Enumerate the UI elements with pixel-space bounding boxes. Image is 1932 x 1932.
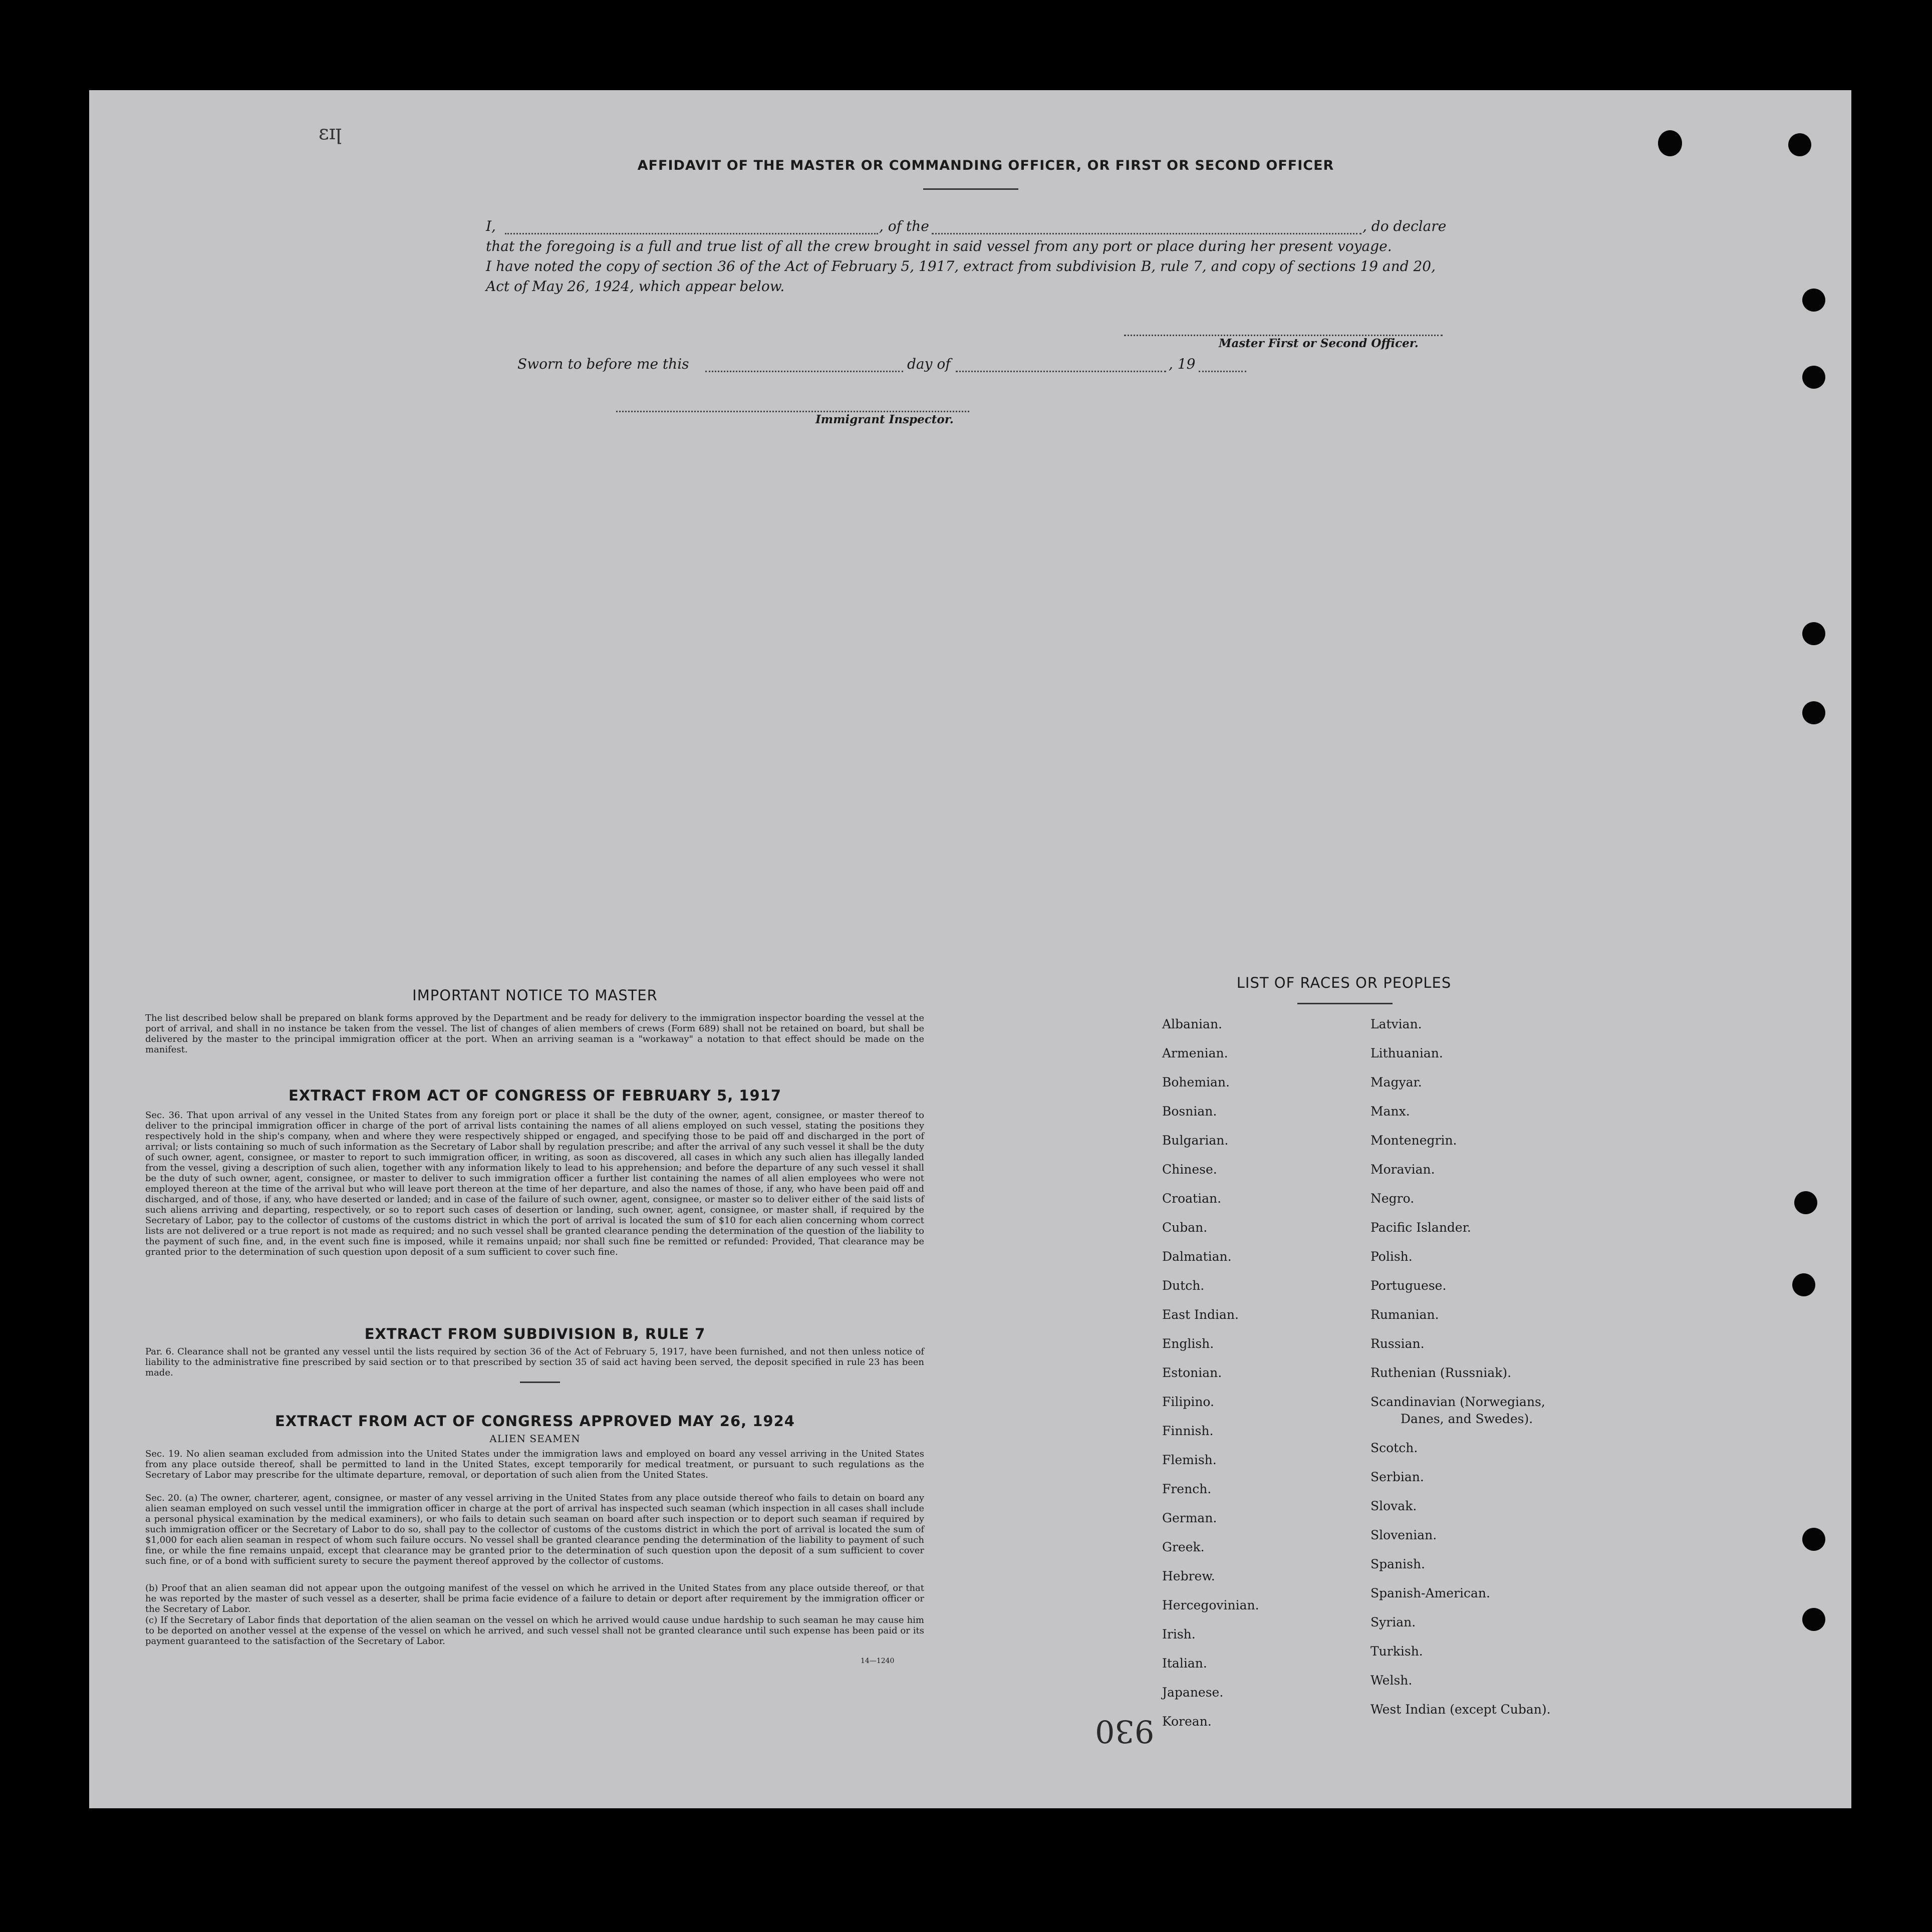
race-item: Spanish. (1370, 1557, 1426, 1571)
race-item: Syrian. (1370, 1615, 1416, 1629)
extract-1924-subtitle: ALIEN SEAMEN (489, 1433, 581, 1445)
race-item: Turkish. (1370, 1644, 1423, 1659)
sworn-year: , 19 (1169, 356, 1196, 372)
races-column-b (1370, 1017, 1551, 1731)
race-item: Hercegovinian. (1162, 1598, 1259, 1612)
race-item: Lithuanian. (1370, 1046, 1443, 1060)
race-item: Irish. (1162, 1627, 1196, 1641)
race-item: Rumanian. (1370, 1307, 1439, 1322)
race-item: Cuban. (1162, 1220, 1208, 1235)
races-title-underline (1297, 1003, 1393, 1004)
race-item: Scotch. (1370, 1441, 1418, 1455)
race-item: Welsh. (1370, 1673, 1413, 1688)
punch-hole (1802, 622, 1825, 645)
race-item: Croatian. (1162, 1191, 1222, 1206)
races-title: LIST OF RACES OR PEOPLES (1236, 974, 1452, 991)
race-item: Italian. (1162, 1656, 1207, 1671)
declare-suffix: , do declare (1362, 218, 1447, 234)
extract-1917-text: Sec. 36. That upon arrival of any vessel in the United States from any foreign port or place it shall be the duty of the owner, agent, consignee, or master thereof to deliver to the principal immigration officer in charge of the port of arrival lists containing the names of all aliens employed on such vessel, stating the positions they respectively hold in the ship's company, when and where they were respectively shipped or engaged, and specifying those to be paid off and discharged in the port of arrival; or lists containing so much of such information as the Secretary of Labor shall by regulation prescribe; and after the arrival of any such vessel it shall be the duty of such owner, agent, consignee, or master to report to such immigration officer, in writing, as soon as discovered, all cases in which any such alien has illegally landed from the vessel, giving a description of such alien, together with any information likely to lead to his apprehension; and before the departure of any such vessel it shall be the duty of such owner, agent, consignee, or master to deliver to such immigration officer a further list containing the names of all alien employees who were not employed thereon at the time of the arrival but who will leave port thereon at the time of her departure, and also the names of those, if any, who have been paid off and discharged, and of those, if any, who have deserted or landed; and in case of the failure of such owner, agent, consignee, or master so to deliver either of the said lists of such aliens arriving and departing, respectively, or so to report such cases of desertion or landing, such owner, agent, consignee, or master shall, if required by the Secretary of Labor, pay to the collector of customs of the customs district in which the port of arrival is located the sum of $10 for each alien concerning whom correct lists are not delivered or a true report is not made as required; and no such vessel shall be granted clearance pending the determination of the question of the liability to the payment of such fine, and, in the event such fine is imposed, while it remains unpaid; nor shall such fine be remitted or refunded: Provided, That clearance may be granted prior to the determination of such question upon deposit of a sum sufficient to cover such fine. (145, 1110, 924, 1257)
affidavit-title: AFFIDAVIT OF THE MASTER OR COMMANDING OFFICER, OR FIRST OR SECOND OFFICER (637, 158, 1334, 173)
form-number: 14—1240 (861, 1657, 895, 1665)
race-item: German. (1162, 1511, 1217, 1525)
declarant-name-blank (505, 233, 878, 234)
race-item: Finnish. (1162, 1424, 1214, 1438)
race-item: Montenegrin. (1370, 1133, 1457, 1148)
race-item: Estonian. (1162, 1365, 1222, 1380)
sworn-year-blank (1199, 371, 1246, 372)
punch-hole (1792, 1273, 1815, 1296)
punch-hole (1794, 1191, 1817, 1214)
extract-rule7-title: EXTRACT FROM SUBDIVISION B, RULE 7 (364, 1325, 706, 1342)
race-item: Slovak. (1370, 1499, 1417, 1513)
race-item: Bulgarian. (1162, 1133, 1229, 1148)
rule7-divider (520, 1382, 560, 1383)
race-item: English. (1162, 1336, 1214, 1351)
races-column-a (1162, 1017, 1259, 1743)
declaration-line-3: I have noted the copy of section 36 of the Act of February 5, 1917, extract from subdivision B, rule 7, and copy of sections 19 and 20, (486, 258, 1436, 274)
race-item: Japanese. (1162, 1685, 1224, 1700)
title-underline (923, 188, 1018, 190)
master-signature-line (1124, 335, 1443, 336)
race-item: Danes, and Swedes). (1401, 1412, 1533, 1426)
race-item: Albanian. (1162, 1017, 1223, 1031)
sec20b-text: (b) Proof that an alien seaman did not appear upon the outgoing manifest of the vessel on which he arrived in the United States from any place outside thereof, or that he was reported by the master of such vessel as a deserter, shall be prima facie evidence of a failure to detain or deport after requirement by the immigration officer or the Secretary of Labor. (145, 1583, 924, 1614)
race-item: Dutch. (1162, 1278, 1205, 1293)
punch-hole (1802, 1608, 1825, 1631)
manifest-page (89, 90, 1851, 1808)
punch-hole (1802, 366, 1825, 389)
extract-1924-title: EXTRACT FROM ACT OF CONGRESS APPROVED MAY 26, 1924 (275, 1413, 795, 1430)
corner-mark: ɛɪꞁ (319, 121, 342, 144)
declaration-line-4: Act of May 26, 1924, which appear below. (486, 278, 785, 295)
race-item: French. (1162, 1482, 1212, 1496)
race-item: Bohemian. (1162, 1075, 1230, 1089)
race-item: Scandinavian (Norwegians, (1370, 1395, 1545, 1409)
race-item: Polish. (1370, 1249, 1413, 1264)
punch-hole (1658, 130, 1682, 156)
race-item: Portuguese. (1370, 1278, 1447, 1293)
sec20c-text: (c) If the Secretary of Labor finds that deportation of the alien seaman on the vessel on which he arrived would cause undue hardship to such seaman he may cause him to be deported on another vessel at the expense of the vessel on which he arrived, and such vessel shall not be granted clearance until such expense has been paid or its payment guaranteed to the satisfaction of the Secretary of Labor. (145, 1615, 924, 1646)
race-item: East Indian. (1162, 1307, 1239, 1322)
sworn-date-blank (705, 371, 903, 372)
master-signature-label: Master First or Second Officer. (1219, 337, 1419, 350)
declarant-of: , of the (879, 218, 929, 234)
race-item: Greek. (1162, 1540, 1205, 1554)
race-item: Moravian. (1370, 1162, 1435, 1177)
race-item: Manx. (1370, 1104, 1410, 1119)
sworn-day-of: day of (907, 356, 951, 372)
declaration-line-1 (486, 218, 1553, 238)
inspector-signature-line (616, 411, 969, 412)
punch-hole (1802, 701, 1825, 724)
notice-text: The list described below shall be prepared on blank forms approved by the Department and be ready for delivery to the immigration inspector boarding the vessel at the port of arrival, and shall in no instance be taken from the vessel. The list of changes of alien members of crews (Form 689) shall not be retained on board, but shall be delivered by the master to the principal immigration officer at the port. When an arriving seaman is a "workaway" a notation to that effect should be made on the manifest. (145, 1013, 924, 1055)
race-item: Slovenian. (1370, 1528, 1437, 1542)
punch-hole (1802, 289, 1825, 312)
race-item: Spanish-American. (1370, 1586, 1490, 1600)
race-item: Negro. (1370, 1191, 1415, 1206)
punch-hole (1802, 1528, 1825, 1551)
race-item: Ruthenian (Russniak). (1370, 1365, 1512, 1380)
race-item: Armenian. (1162, 1046, 1228, 1060)
punch-hole (1788, 133, 1811, 156)
sec20a-text: Sec. 20. (a) The owner, charterer, agent, consignee, or master of any vessel arriving in the United States from any place outside thereof who fails to detain on board any alien seaman employed on such vessel until the immigration officer in charge at the port of arrival has inspected such seaman (which inspection in all cases shall include a personal physical examination by the medical examiners), or who fails to detain such seaman on board after such inspection or to deport such seaman if required by such immigration officer or the Secretary of Labor to do so, shall pay to the collector of customs of the customs district in which the port of arrival is located the sum of $1,000 for each alien seaman in respect of whom such failure occurs. No vessel shall be granted clearance pending the determination of the liability to payment of such fine, or while the fine remains unpaid, except that clearance may be granted prior to the determination of such question upon the deposit of a sum sufficient to cover such fine, or of a bond with sufficient surety to secure the payment thereof approved by the collector of customs. (145, 1493, 924, 1566)
sworn-month-blank (956, 371, 1166, 372)
race-item: Korean. (1162, 1714, 1212, 1729)
race-item: Russian. (1370, 1336, 1425, 1351)
notice-title: IMPORTANT NOTICE TO MASTER (412, 987, 658, 1004)
extract-1917-title: EXTRACT FROM ACT OF CONGRESS OF FEBRUARY 5, 1917 (288, 1087, 782, 1104)
sworn-prefix: Sworn to before me this (517, 356, 689, 372)
race-item: Chinese. (1162, 1162, 1217, 1177)
race-item: West Indian (except Cuban). (1370, 1702, 1551, 1717)
race-item: Hebrew. (1162, 1569, 1215, 1583)
race-item: Pacific Islander. (1370, 1220, 1471, 1235)
race-item: Flemish. (1162, 1453, 1217, 1467)
race-item: Latvian. (1370, 1017, 1422, 1031)
race-item: Magyar. (1370, 1075, 1422, 1089)
sworn-line (517, 356, 1319, 376)
declarant-prefix: I, (486, 218, 496, 234)
race-item: Serbian. (1370, 1470, 1424, 1484)
race-item: Filipino. (1162, 1395, 1214, 1409)
race-item: Dalmatian. (1162, 1249, 1232, 1264)
race-item: Bosnian. (1162, 1104, 1217, 1119)
vessel-name-blank (932, 233, 1361, 234)
handwritten-number: 930 (1095, 1713, 1155, 1750)
sec19-text: Sec. 19. No alien seaman excluded from admission into the United States under the immigration laws and employed on board any vessel arriving in the United States from any place outside thereof, shall be permitted to land in the United States, except temporarily for medical treatment, or pursuant to such regulations as the Secretary of Labor may prescribe for the ultimate departure, removal, or deportation of such alien from the United States. (145, 1449, 924, 1480)
extract-rule7-text: Par. 6. Clearance shall not be granted any vessel until the lists required by section 36 of the Act of February 5, 1917, have been furnished, and not then unless notice of liability to the administrative fine prescribed by said section or to that prescribed by section 35 of said act having been served, the deposit specified in rule 23 has been made. (145, 1346, 924, 1378)
inspector-label: Immigrant Inspector. (815, 413, 954, 426)
declaration-line-2: that the foregoing is a full and true list of all the crew brought in said vessel from any port or place during her present voyage. (486, 238, 1392, 254)
